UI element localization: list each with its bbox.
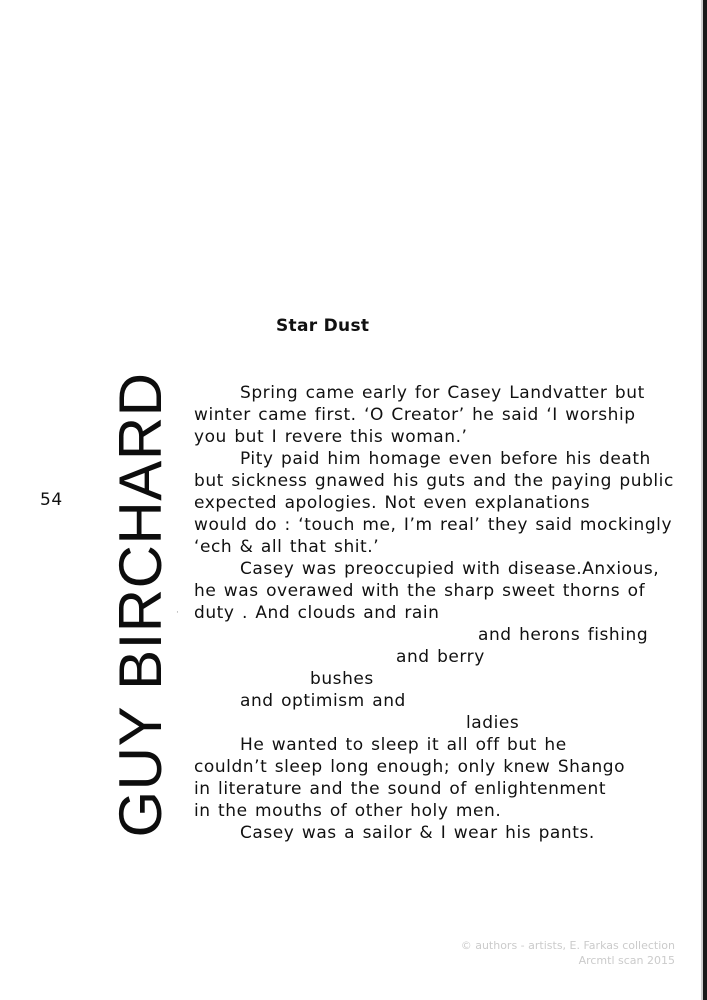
poem-line: ladies xyxy=(466,713,520,733)
poem-line: Pity paid him homage even before his death xyxy=(240,449,651,469)
page-number: 54 xyxy=(40,490,63,510)
poem-line: Casey was a sailor & I wear his pants. xyxy=(240,823,595,843)
scan-speck: · xyxy=(176,608,179,618)
poem-line: He wanted to sleep it all off but he xyxy=(240,735,567,755)
poem-line: and optimism and xyxy=(240,691,406,711)
poem-line: and berry xyxy=(396,647,485,667)
author-name: GUY BIRCHARD xyxy=(107,372,174,838)
poem-line: but sickness gnawed his guts and the paying public xyxy=(194,471,674,491)
poem-line: in literature and the sound of enlightenment xyxy=(194,779,607,799)
watermark xyxy=(461,938,675,968)
poem-line: ‘ech & all that shit.’ xyxy=(194,537,380,557)
poem-line: expected apologies. Not even explanations xyxy=(194,493,591,513)
poem-line: Casey was preoccupied with disease.Anxious, xyxy=(240,559,660,579)
poem-line: he was overawed with the sharp sweet thorns of xyxy=(194,581,646,601)
scan-edge xyxy=(703,0,707,1000)
poem-line: you but I revere this woman.’ xyxy=(194,427,468,447)
poem-line: and herons fishing xyxy=(478,625,649,645)
poem-title: Star Dust xyxy=(276,316,370,336)
poem-line: Spring came early for Casey Landvatter but xyxy=(240,383,645,403)
poem-line: winter came first. ‘O Creator’ he said ‘I worship xyxy=(194,405,636,425)
poem-line: duty . And clouds and rain xyxy=(194,603,440,623)
poem-line: would do : ‘touch me, I’m real’ they said mockingly xyxy=(194,515,673,535)
poem-line: in the mouths of other holy men. xyxy=(194,801,502,821)
watermark-line: Arcmtl scan 2015 xyxy=(578,954,675,967)
poem-line: couldn’t sleep long enough; only knew Shango xyxy=(194,757,626,777)
watermark-line: © authors - artists, E. Farkas collection xyxy=(460,939,675,952)
poem-line: bushes xyxy=(310,669,374,689)
